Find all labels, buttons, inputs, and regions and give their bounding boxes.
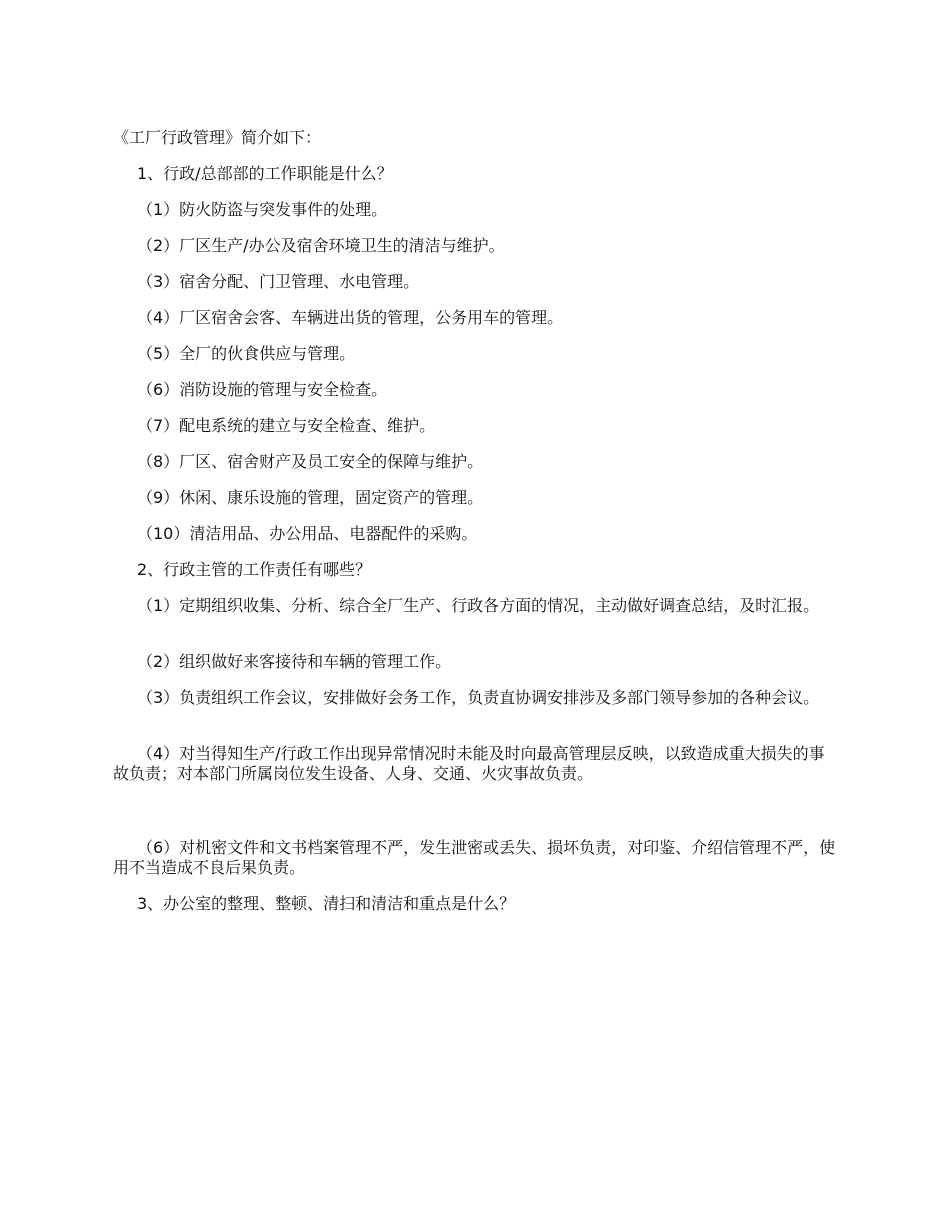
section-1-item-6: （6）消防设施的管理与安全检查。 bbox=[137, 380, 388, 399]
section-1-item-10: （10）清洁用品、办公用品、电器配件的采购。 bbox=[137, 524, 478, 543]
section-1-item-5: （5）全厂的伙食供应与管理。 bbox=[137, 344, 356, 363]
document-title: 《工厂行政管理》简介如下： bbox=[113, 128, 322, 147]
section-2-item-3: （3）负责组织工作会议，安排做好会务工作，负责直协调安排涉及多部门领导参加的各种会议。 bbox=[137, 688, 820, 707]
section-1-item-8: （8）厂区、宿舍财产及员工安全的保障与维护。 bbox=[137, 452, 484, 471]
section-1-item-2: （2）厂区生产/办公及宿舍环境卫生的清洁与维护。 bbox=[137, 236, 505, 255]
section-2-item-4: （4）对当得知生产/行政工作出现异常情况时未能及时向最高管理层反映，以致造成重大损失的事故负责；对本部门所属岗位发生设备、人身、交通、火灾事故负责。 bbox=[113, 744, 825, 783]
section-2-item-2: （2）组织做好来客接待和车辆的管理工作。 bbox=[137, 652, 452, 671]
section-heading-2: 2、行政主管的工作责任有哪些？ bbox=[137, 560, 372, 579]
section-1-item-3: （3）宿舍分配、门卫管理、水电管理。 bbox=[137, 272, 420, 291]
section-2-item-1: （1）定期组织收集、分析、综合全厂生产、行政各方面的情况，主动做好调查总结，及时汇报。 bbox=[137, 596, 820, 615]
section-heading-3: 3、办公室的整理、整顿、清扫和清洁和重点是什么？ bbox=[137, 894, 516, 913]
section-heading-1: 1、行政/总部部的工作职能是什么？ bbox=[137, 164, 393, 183]
section-1-item-9: （9）休闲、康乐设施的管理，固定资产的管理。 bbox=[137, 488, 484, 507]
section-1-item-7: （7）配电系统的建立与安全检查、维护。 bbox=[137, 416, 436, 435]
section-2-item-6: （6）对机密文件和文书档案管理不严，发生泄密或丢失、损坏负责，对印鉴、介绍信管理不严，使用不当造成不良后果负责。 bbox=[113, 838, 836, 877]
section-1-item-4: （4）厂区宿舍会客、车辆进出货的管理，公务用车的管理。 bbox=[137, 308, 564, 327]
section-1-item-1: （1）防火防盗与突发事件的处理。 bbox=[137, 200, 388, 219]
